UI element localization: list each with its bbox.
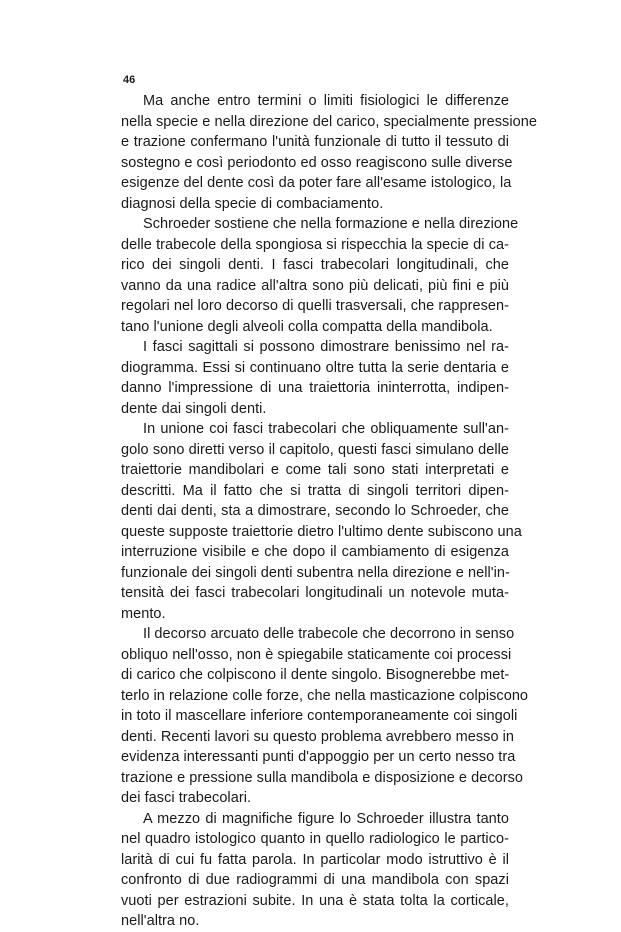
text-line: golo sono diretti verso il capitolo, questi fasci simulano delle: [121, 441, 509, 458]
text-line: tano l'unione degli alveoli colla compatta della mandibola.: [121, 318, 493, 335]
text-line: diagnosi della specie di combaciamento.: [121, 195, 384, 212]
text-line: delle trabecole della spongiosa si rispecchia la specie di ca-: [121, 236, 509, 253]
text-line: dente dai singoli denti.: [121, 400, 267, 417]
text-line: I fasci sagittali si possono dimostrare benissimo nel ra-: [143, 339, 509, 355]
text-line: diogramma. Essi si continuano oltre tutta la serie dentaria e: [121, 359, 509, 376]
text-line: vuoti per estrazioni subite. In una è stata tolta la corticale,: [121, 892, 509, 909]
paragraph-5: [121, 624, 529, 809]
text-line: nella specie e nella direzione del carico, specialmente pressione: [121, 113, 537, 130]
text-line: tensità dei fasci trabecolari longitudinali un notevole muta-: [121, 585, 509, 601]
text-line: confronto di due radiogrammi di una mandibola con spazi: [121, 872, 509, 888]
text-line: Schroeder sostiene che nella formazione e nella direzione: [143, 216, 519, 232]
text-line: evidenza interessanti punti d'appoggio per un certo nesso tra: [121, 749, 516, 765]
paragraph-2: [121, 214, 519, 337]
text-line: vanno da una radice all'altra sono più delicati, più fini e più: [121, 277, 509, 294]
text-line: queste supposte traiettorie dietro l'ultimo dente subiscono una: [121, 523, 522, 540]
text-line: denti dai denti, sta a dimostrare, secondo lo Schroeder, che: [121, 503, 509, 519]
text-line: A mezzo di magnifiche figure lo Schroeder illustra tanto: [143, 810, 509, 827]
text-line: In unione coi fasci trabecolari che obliquamente sull'an-: [143, 421, 509, 437]
paragraph-6: [121, 809, 509, 932]
text-line: Ma anche entro termini o limiti fisiologici le differenze: [143, 93, 509, 109]
text-line: di carico che colpiscono il dente singolo. Bisognerebbe met-: [121, 667, 510, 683]
text-line: e trazione confermano l'unità funzionale di tutto il tessuto di: [121, 134, 509, 150]
text-line: sostegno e così periodonto ed osso reagiscono sulle diverse: [121, 154, 513, 171]
text-line: nel quadro istologico quanto in quello radiologico le partico-: [121, 831, 509, 847]
text-line: traiettorie mandibolari e come tali sono stati interpretati e: [121, 462, 509, 478]
text-line: interruzione visibile e che dopo il cambiamento di esigenza: [121, 544, 509, 560]
text-line: obliquo nell'osso, non è spiegabile staticamente coi processi: [121, 646, 512, 663]
text-line: in toto il mascellare inferiore contemporaneamente coi singoli: [121, 708, 518, 724]
text-line: trazione e pressione sulla mandibola e disposizione e decorso: [121, 769, 524, 786]
paragraph-1: [121, 91, 537, 214]
text-line: Il decorso arcuato delle trabecole che decorrono in senso: [143, 626, 515, 642]
text-line: danno l'impressione di una traiettoria ininterrotta, indipen-: [121, 380, 509, 396]
text-line: dei fasci trabecolari.: [121, 790, 252, 806]
text-line: funzionale dei singoli denti subentra nella direzione e nell'in-: [121, 564, 510, 581]
text-line: esigenze del dente così da poter fare all'esame istologico, la: [121, 175, 512, 191]
text-line: nell'altra no.: [121, 913, 200, 929]
text-line: denti. Recenti lavori su questo problema avrebbero messo in: [121, 728, 515, 745]
text-line: descritti. Ma il fatto che si tratta di singoli territori dipen-: [121, 482, 509, 499]
text-line: mento.: [121, 605, 166, 622]
text-line: rico dei singoli denti. I fasci trabecolari longitudinali, che: [121, 257, 509, 273]
text-line: regolari nel loro decorso di quelli trasversali, che rappresen-: [121, 298, 509, 314]
body-text: [121, 91, 537, 932]
text-line: terlo in relazione colle forze, che nella masticazione colpiscono: [121, 687, 529, 704]
paragraph-3: [121, 337, 509, 419]
page-number: 46: [123, 74, 136, 86]
paragraph-4: [121, 419, 522, 624]
text-line: larità di cui fu fatta parola. In particolar modo istruttivo è il: [121, 851, 509, 868]
